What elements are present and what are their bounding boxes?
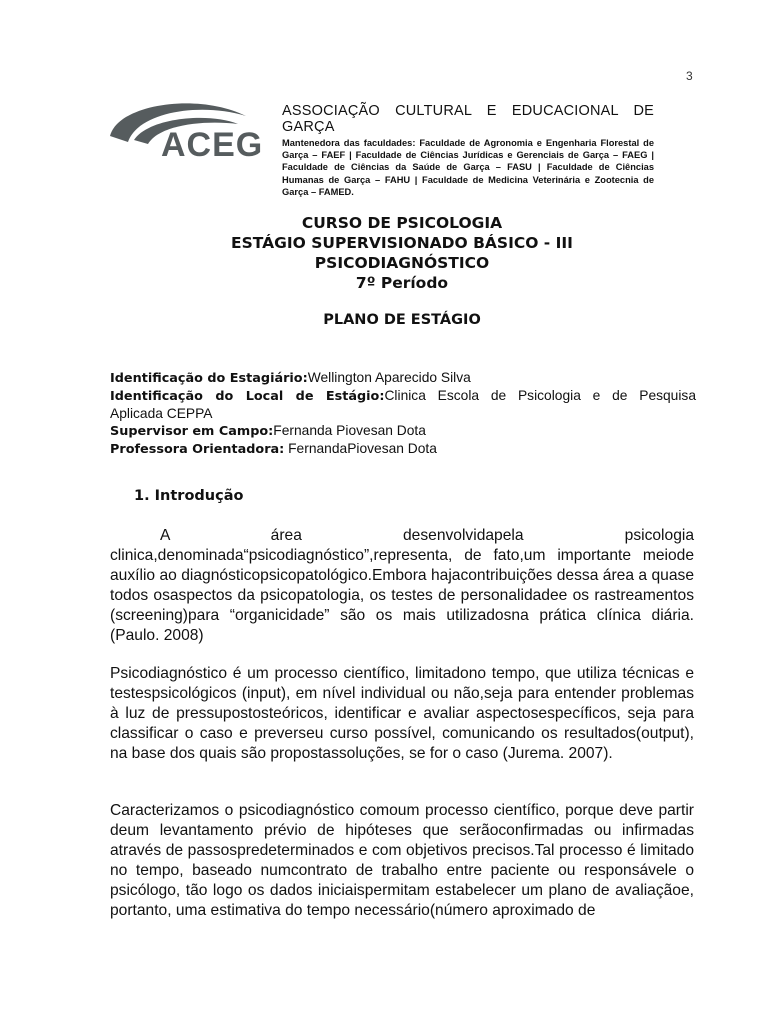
document-titles xyxy=(108,213,696,293)
paragraph-3: Caracterizamos o psicodiagnóstico comoum processo científico, porque deve partir deum levantamento prévio de hipóteses que serãoconfirmadas ou infirmadas através de passospredeterminados e com objetivos precisos.Tal processo é limitado no tempo, baseado numcontrato de trabalho entre paciente ou responsávele o psicólogo, tão logo os dados iniciaispermitam estabelecer um plano de avaliaçãoe, portanto, uma estimativa do tempo necessário(número aproximado de xyxy=(110,802,694,919)
advisor-row xyxy=(110,440,696,458)
student-value: Wellington Aparecido Silva xyxy=(307,370,471,385)
supervisor-row xyxy=(110,422,696,440)
logo-text: ACEG xyxy=(161,126,264,164)
section-heading: 1. Introdução xyxy=(134,488,244,504)
location-label: Identificação do Local de Estágio: xyxy=(110,389,385,404)
supervisor-value: Fernanda Piovesan Dota xyxy=(273,423,426,438)
advisor-label: Professora Orientadora: xyxy=(110,442,285,457)
paragraph-1: A área desenvolvidapela psicologia clinica,denominada“psicodiagnóstico”,representa, de fato,um importante meiode auxílio ao diagnósticopsicopatológico.Embora hajacontribuições dessa área a quase todos osaspectos da psicopatologia, os testes de personalidadee os rastreamentos (screening)para “organicidade” são os mais utilizadosna prática clínica diária. (Paulo. 2008) xyxy=(110,527,694,644)
period-title: 7º Período xyxy=(355,274,449,292)
plan-title: PLANO DE ESTÁGIO xyxy=(323,312,481,328)
page-number: 3 xyxy=(686,69,693,83)
location-value: Clinica Escola de Psicologia e de Pesquisa xyxy=(384,388,696,403)
aceg-logo xyxy=(108,98,270,168)
org-name-line2: GARÇA xyxy=(282,119,335,135)
subject-title: PSICODIAGNÓSTICO xyxy=(314,254,490,272)
organization-header xyxy=(282,103,654,198)
student-label: Identificação do Estagiário: xyxy=(110,371,308,386)
org-name-line1: ASSOCIAÇÃO CULTURAL E EDUCACIONAL DE xyxy=(282,103,654,119)
identification-block xyxy=(110,369,696,458)
advisor-value: FernandaPiovesan Dota xyxy=(284,441,437,456)
org-description: Mantenedora das faculdades: Faculdade de Agronomia e Engenharia Florestal de Garça – FAEF | Faculdade de Ciências Jurídicas e Gerenciais de Garça – FAEG | Faculdade de Ciências da Saúde de Garça – FASU | Faculdade de Ciências Humanas de Garça – FAHU | Faculdade de Medicina Veterinária e Zootecnia de Garça – FAMED. xyxy=(282,138,654,197)
paragraph-2: Psicodiagnóstico é um processo científico, limitadono tempo, que utiliza técnicas e testespsicológicos (input), em nível individual ou não,seja para entender problemas à luz de pressupostosteóricos, identificar e avaliar aspectosespecíficos, seja para classificar o caso e preverseu curso possível, comunicando os resultados(output), na base dos quais são propostassoluções, se for o caso (Jurema. 2007). xyxy=(110,665,694,762)
student-row xyxy=(110,369,696,387)
location-row xyxy=(110,387,696,405)
internship-title: ESTÁGIO SUPERVISIONADO BÁSICO - III xyxy=(231,234,573,252)
supervisor-label: Supervisor em Campo: xyxy=(110,424,274,439)
course-title: CURSO DE PSICOLOGIA xyxy=(301,214,503,232)
location-row-cont: Aplicada CEPPA xyxy=(110,406,213,421)
